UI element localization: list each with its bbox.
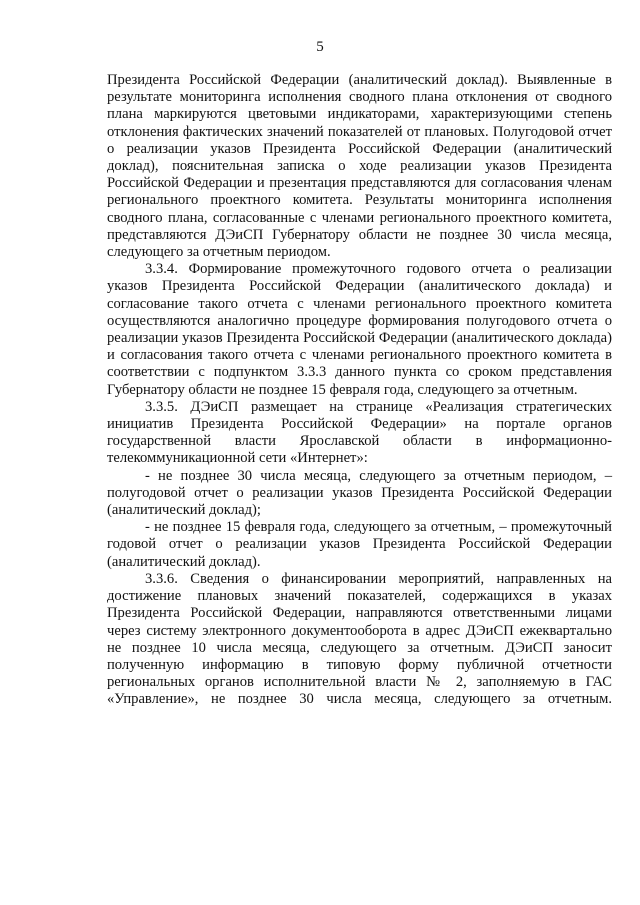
list-item-annual-report: - не позднее 15 февраля года, следующего за отчетным, – промежуточный годовой отчет о реализации указов Президента Российской Федерации (аналитический доклад).	[107, 519, 612, 570]
paragraph-3-3-4: 3.3.4. Формирование промежуточного годового отчета о реализации указов Президента Российской Федерации (аналитического доклада) и согласование такого отчета с членами регионального проектного комитета осуществляются аналогично процедуре формирования полугодового отчета о реализации указов Президента Российской Федерации (аналитического доклада) и согласования такого отчета с членами регионального проектного комитета в соответствии с подпунктом 3.3.3 данного пункта со сроком представления Губернатору области не позднее 15 февраля года, следующего за отчетным.	[107, 261, 612, 398]
page-number: 5	[316, 39, 324, 55]
document-body	[107, 72, 612, 709]
paragraph-3-3-5: 3.3.5. ДЭиСП размещает на странице «Реализация стратегических инициатив Президента Российской Федерации» на портале органов государственной власти Ярославской области в информационно-телекоммуникационной сети «Интернет»:	[107, 398, 612, 467]
paragraph-continuation: Президента Российской Федерации (аналитический доклад). Выявленные в результате мониторинга исполнения сводного плана отклонения от сводного плана маркируются цветовыми индикаторами, характеризующими степень отклонения фактических значений показателей от плановых. Полугодовой отчет о реализации указов Президента Российской Федерации (аналитический доклад), пояснительная записка о ходе реализации указов Президента Российской Федерации и презентация представляются для согласования членам регионального проектного комитета. Результаты мониторинга исполнения сводного плана, согласованные с членами регионального проектного комитета, представляются ДЭиСП Губернатору области не позднее 30 числа месяца, следующего за отчетным периодом.	[107, 72, 612, 261]
list-item-semiannual-report: - не позднее 30 числа месяца, следующего за отчетным периодом, – полугодовой отчет о реализации указов Президента Российской Федерации (аналитический доклад);	[107, 467, 612, 519]
paragraph-3-3-6: 3.3.6. Сведения о финансировании мероприятий, направленных на достижение плановых значений показателей, содержащихся в указах Президента Российской Федерации, направляются ответственными лицами через систему электронного документооборота в адрес ДЭиСП ежеквартально не позднее 10 числа месяца, следующего за отчетным. ДЭиСП заносит полученную информацию в типовую форму публичной отчетности региональных органов исполнительной власти № 2, заполняемую в ГАС «Управление», не позднее 30 числа месяца, следующего за отчетным.	[107, 570, 612, 708]
